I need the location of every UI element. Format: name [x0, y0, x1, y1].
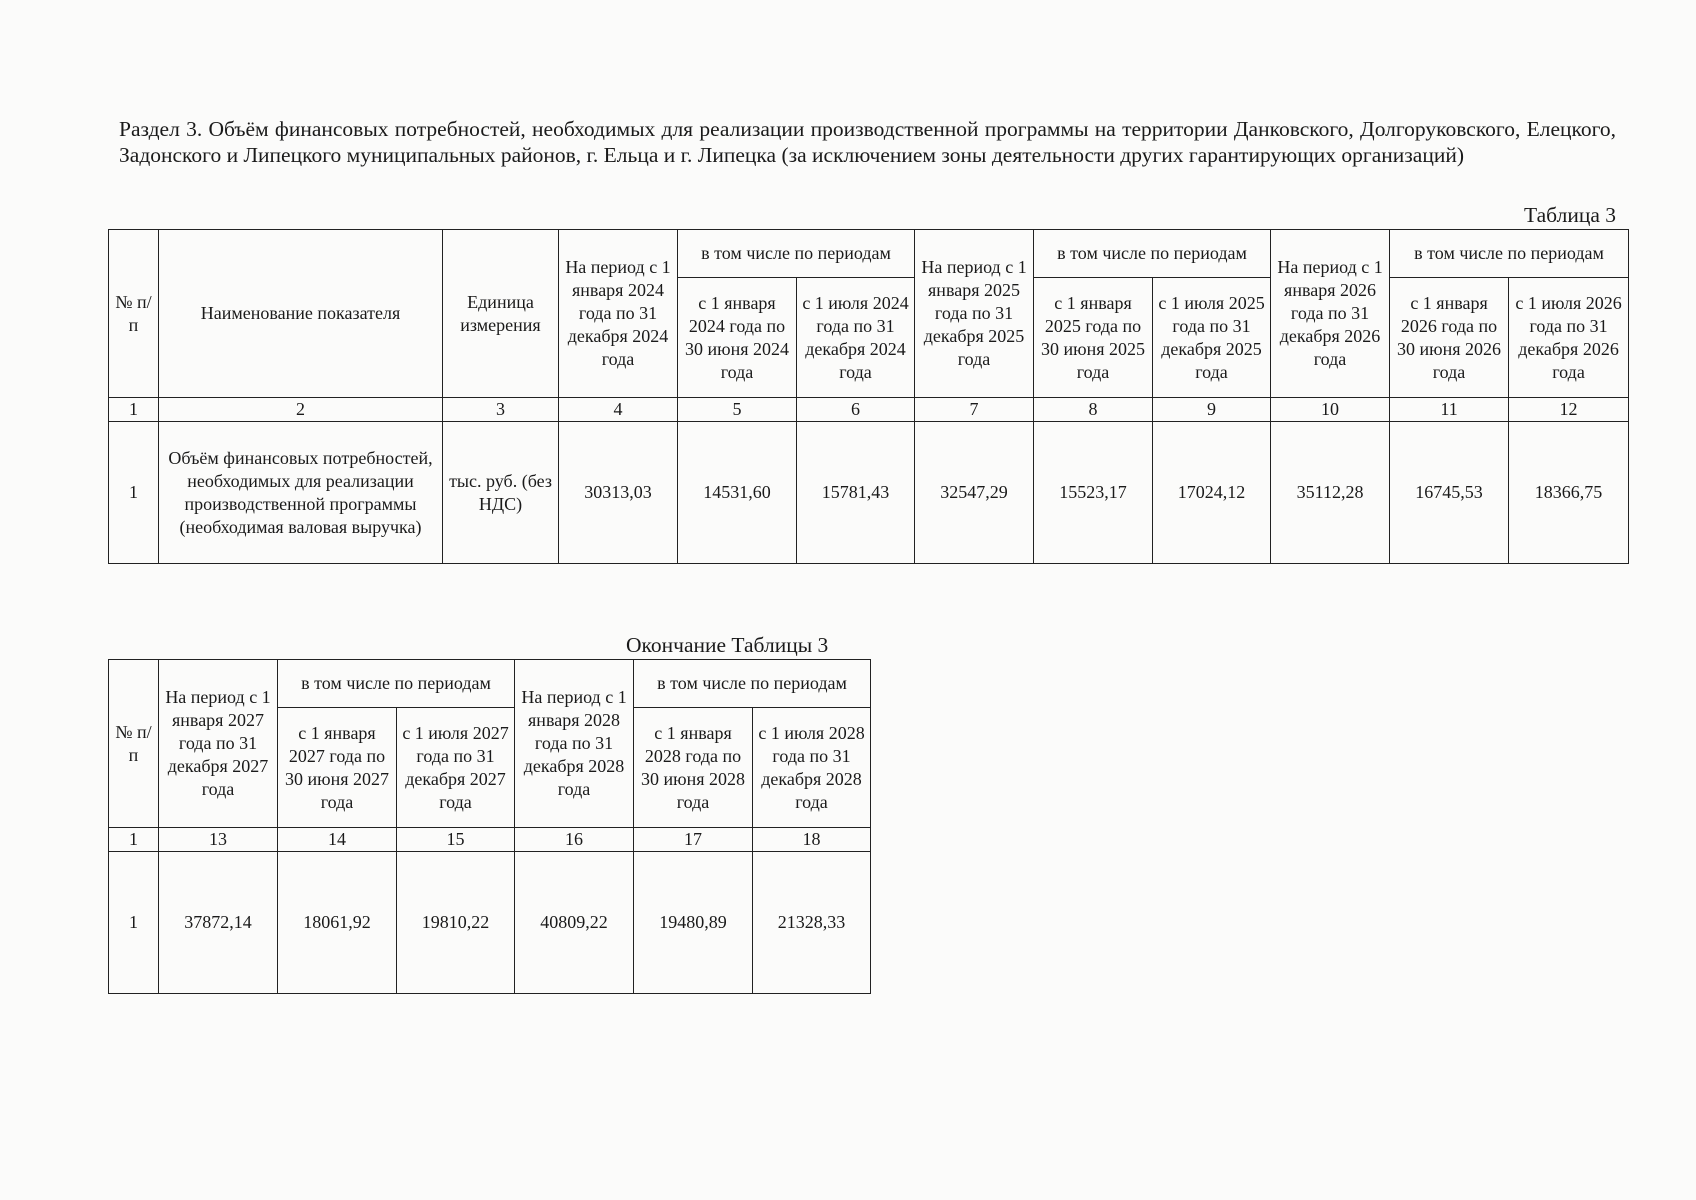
section-heading: Раздел 3. Объём финансовых потребностей, необходимых для реализации производственной программы на территории Данковского, Долгоруковского, Елецкого, Задонского и Липецкого муниципальных районов, г. Ельца и г. Липецка (за исключением зоны деятельности других гарантирующих организаций): [119, 117, 1616, 167]
value-cell: 17024,12: [1153, 422, 1271, 564]
header-2024-h1: с 1 января 2024 года по 30 июня 2024 года: [678, 278, 797, 398]
value-cell: 40809,22: [515, 852, 634, 994]
header-period-2027: На период с 1 января 2027 года по 31 декабря 2027 года: [159, 660, 278, 828]
value-cell: 30313,03: [559, 422, 678, 564]
header-2026-h1: с 1 января 2026 года по 30 июня 2026 года: [1390, 278, 1509, 398]
header-2028-h2: с 1 июля 2028 года по 31 декабря 2028 года: [753, 708, 871, 828]
row-indicator-name: Объём финансовых потребностей, необходимых для реализации производственной программы (необходимая валовая выручка): [159, 422, 443, 564]
row-num: 1: [109, 422, 159, 564]
value-cell: 15523,17: [1034, 422, 1153, 564]
column-number: 14: [278, 828, 397, 852]
column-number: 13: [159, 828, 278, 852]
header-in-periods-2025: в том числе по периодам: [1034, 230, 1271, 278]
header-2027-h2: с 1 июля 2027 года по 31 декабря 2027 года: [397, 708, 515, 828]
column-number: 11: [1390, 398, 1509, 422]
header-period-2024: На период с 1 января 2024 года по 31 декабря 2024 года: [559, 230, 678, 398]
header-period-2028: На период с 1 января 2028 года по 31 декабря 2028 года: [515, 660, 634, 828]
header-2026-h2: с 1 июля 2026 года по 31 декабря 2026 года: [1509, 278, 1629, 398]
column-number: 1: [109, 398, 159, 422]
value-cell: 35112,28: [1271, 422, 1390, 564]
table-3-caption: Таблица 3: [1524, 203, 1616, 227]
column-number: 10: [1271, 398, 1390, 422]
header-period-2025: На период с 1 января 2025 года по 31 декабря 2025 года: [915, 230, 1034, 398]
value-cell: 37872,14: [159, 852, 278, 994]
value-cell: 19480,89: [634, 852, 753, 994]
column-number: 5: [678, 398, 797, 422]
header-unit: Единица измерения: [443, 230, 559, 398]
header-num: № п/п: [109, 230, 159, 398]
value-cell: 18366,75: [1509, 422, 1629, 564]
value-cell: 15781,43: [797, 422, 915, 564]
header-num: № п/п: [109, 660, 159, 828]
column-number: 15: [397, 828, 515, 852]
column-number-row: [109, 828, 871, 852]
header-2027-h1: с 1 января 2027 года по 30 июня 2027 года: [278, 708, 397, 828]
column-number: 2: [159, 398, 443, 422]
table-3-end-caption: Окончание Таблицы 3: [626, 633, 829, 657]
table-row: [109, 422, 1629, 564]
column-number: 16: [515, 828, 634, 852]
value-cell: 16745,53: [1390, 422, 1509, 564]
column-number: 17: [634, 828, 753, 852]
value-cell: 21328,33: [753, 852, 871, 994]
row-num: 1: [109, 852, 159, 994]
value-cell: 32547,29: [915, 422, 1034, 564]
column-number: 6: [797, 398, 915, 422]
value-cell: 14531,60: [678, 422, 797, 564]
header-2028-h1: с 1 января 2028 года по 30 июня 2028 года: [634, 708, 753, 828]
column-number: 18: [753, 828, 871, 852]
header-indicator-name: Наименование показателя: [159, 230, 443, 398]
column-number: 3: [443, 398, 559, 422]
column-number: 12: [1509, 398, 1629, 422]
table-3: [108, 229, 1629, 564]
table-row: [109, 852, 871, 994]
value-cell: 19810,22: [397, 852, 515, 994]
column-number: 7: [915, 398, 1034, 422]
header-2025-h1: с 1 января 2025 года по 30 июня 2025 года: [1034, 278, 1153, 398]
row-unit: тыс. руб. (без НДС): [443, 422, 559, 564]
value-cell: 18061,92: [278, 852, 397, 994]
table-3-end: [108, 659, 871, 994]
header-in-periods-2024: в том числе по периодам: [678, 230, 915, 278]
column-number: 4: [559, 398, 678, 422]
header-in-periods-2028: в том числе по периодам: [634, 660, 871, 708]
header-in-periods-2027: в том числе по периодам: [278, 660, 515, 708]
column-number: 1: [109, 828, 159, 852]
header-in-periods-2026: в том числе по периодам: [1390, 230, 1629, 278]
column-number: 9: [1153, 398, 1271, 422]
column-number-row: [109, 398, 1629, 422]
header-2024-h2: с 1 июля 2024 года по 31 декабря 2024 года: [797, 278, 915, 398]
header-2025-h2: с 1 июля 2025 года по 31 декабря 2025 года: [1153, 278, 1271, 398]
column-number: 8: [1034, 398, 1153, 422]
header-period-2026: На период с 1 января 2026 года по 31 декабря 2026 года: [1271, 230, 1390, 398]
